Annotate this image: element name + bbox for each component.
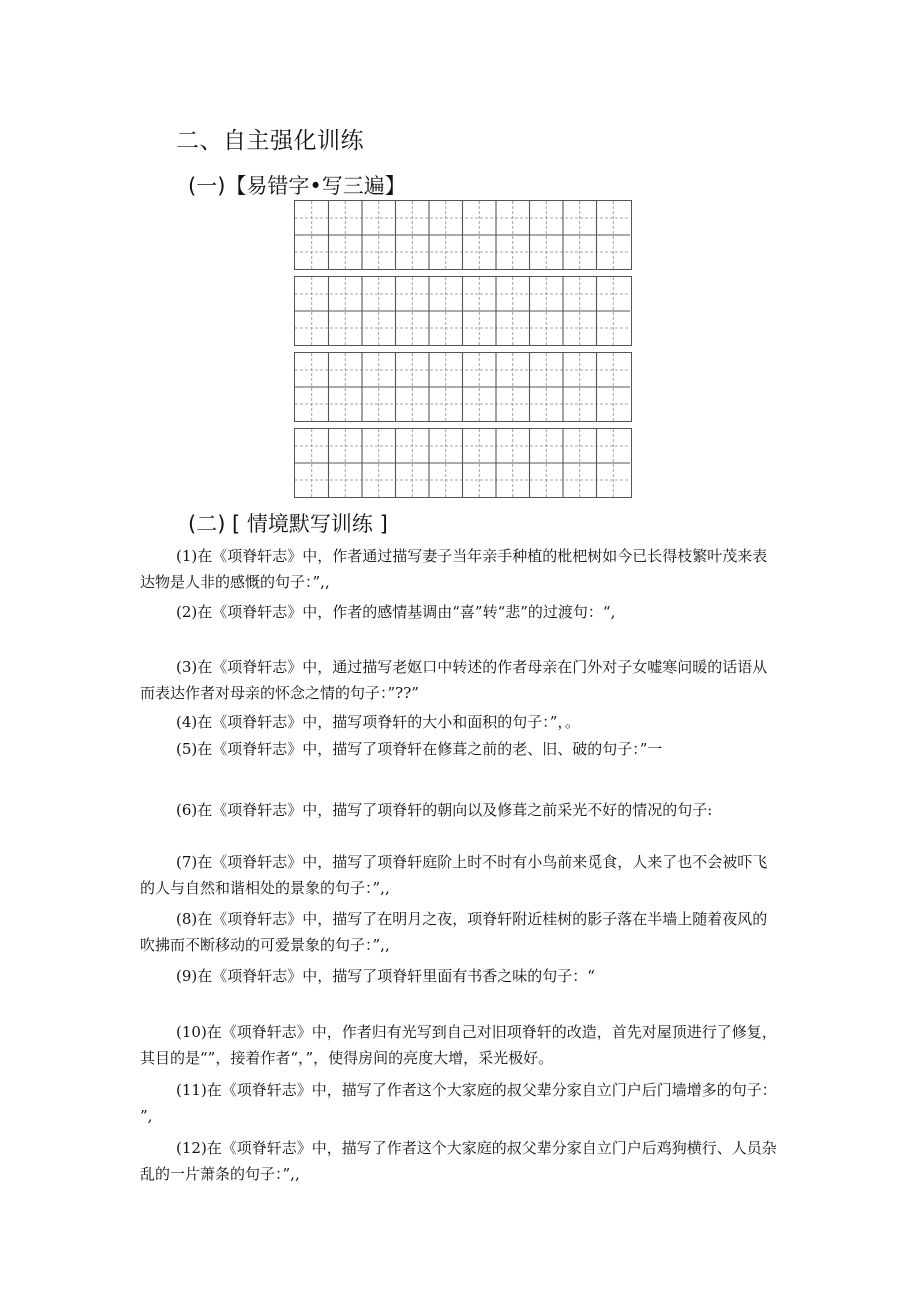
question-text: (4)在《项脊轩志》中，描写项脊轩的大小和面积的句子：”，。 <box>176 713 580 731</box>
main-heading: 二、自主强化训练 <box>176 128 364 154</box>
grid-block <box>294 428 632 498</box>
question-text: (5)在《项脊轩志》中，描写了项脊轩在修葺之前的老、旧、破的句子：”一 <box>176 740 663 758</box>
question-10 <box>140 1019 800 1071</box>
question-text: (8)在《项脊轩志》中，描写了在明月之夜，项脊轩附近桂树的影子落在半墙上随着夜风的 <box>176 910 768 928</box>
question-text-cont: ”, <box>140 1107 153 1125</box>
question-11 <box>140 1077 800 1129</box>
question-text: (3)在《项脊轩志》中，通过描写老妪口中转述的作者母亲在门外对子女嘘寒问暖的话语从 <box>176 658 768 676</box>
question-6 <box>140 797 800 823</box>
question-8 <box>140 906 800 958</box>
grid-block <box>294 352 632 422</box>
question-1 <box>140 543 800 595</box>
question-text: (2)在《项脊轩志》中，作者的感情基调由“喜”转“悲”的过渡句：“, <box>176 603 616 621</box>
question-text: (11)在《项脊轩志》中，描写了作者这个大家庭的叔父辈分家自立门户后门墙增多的句子： <box>176 1081 777 1099</box>
question-12 <box>140 1135 800 1187</box>
section-title-typo-practice: (一)【易错字•写三遍】 <box>188 174 406 198</box>
grid-block <box>294 200 632 270</box>
question-text-cont: 而表达作者对母亲的怀念之情的句子：”??” <box>140 684 419 702</box>
question-text-cont: 的人与自然和谐相处的景象的句子：”,, <box>140 879 390 897</box>
question-text-cont: 达物是人非的感慨的句子：”,, <box>140 573 330 591</box>
question-text-cont: 其目的是“”，接着作者“，”，使得房间的亮度大增，采光极好。 <box>140 1049 554 1067</box>
question-text-cont: 乱的一片萧条的句子：”,, <box>140 1165 300 1183</box>
grid-block <box>294 276 632 346</box>
question-4 <box>140 709 800 735</box>
question-7 <box>140 849 800 901</box>
question-text-cont: 吹拂而不断移动的可爱景象的句子：”,, <box>140 936 390 954</box>
question-5 <box>140 736 800 762</box>
question-2 <box>140 599 800 625</box>
question-3 <box>140 654 800 706</box>
question-text: (12)在《项脊轩志》中，描写了作者这个大家庭的叔父辈分家自立门户后鸡狗横行、人员杂 <box>176 1139 777 1157</box>
question-text: (6)在《项脊轩志》中，描写了项脊轩的朝向以及修葺之前采光不好的情况的句子: <box>176 801 713 819</box>
question-text: (7)在《项脊轩志》中，描写了项脊轩庭阶上时不时有小鸟前来觅食，人来了也不会被吓飞 <box>176 853 768 871</box>
question-text: (1)在《项脊轩志》中，作者通过描写妻子当年亲手种植的枇杷树如今已长得枝繁叶茂来表 <box>176 547 768 565</box>
question-9 <box>140 963 800 989</box>
question-text: (10)在《项脊轩志》中，作者归有光写到自己对旧项脊轩的改造，首先对屋顶进行了修复， <box>176 1023 777 1041</box>
section-title-dictation: (二) [ 情境默写训练 ] <box>188 512 388 536</box>
question-text: (9)在《项脊轩志》中，描写了项脊轩里面有书香之味的句子：“ <box>176 967 595 985</box>
